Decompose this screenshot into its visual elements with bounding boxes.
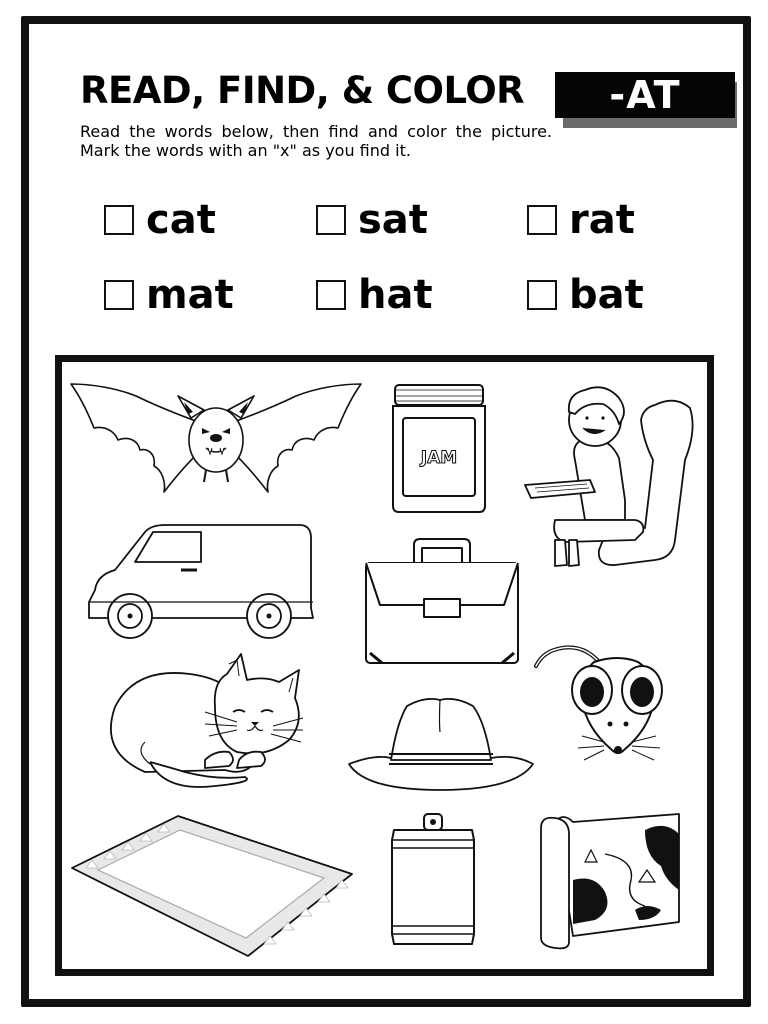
- bat-picture[interactable]: [66, 378, 366, 498]
- word-label: hat: [358, 272, 433, 318]
- word-label: bat: [569, 272, 644, 318]
- hat-picture[interactable]: [345, 692, 535, 794]
- word-item-cat: [104, 197, 216, 243]
- checkbox-cat[interactable]: [104, 205, 134, 235]
- person-sitting-picture[interactable]: [515, 380, 705, 575]
- word-item-sat: [316, 197, 428, 243]
- van-picture[interactable]: [85, 520, 317, 640]
- rat-picture[interactable]: [534, 638, 679, 768]
- checkbox-hat[interactable]: [316, 280, 346, 310]
- word-label: sat: [358, 197, 428, 243]
- worksheet-title: READ, FIND, & COLOR: [80, 69, 525, 112]
- word-item-bat: [527, 272, 644, 318]
- word-label: cat: [146, 197, 216, 243]
- briefcase-picture[interactable]: [362, 535, 522, 667]
- instructions: Read the words below, then find and color the picture. Mark the words with an "x" as you find it.: [80, 122, 552, 160]
- word-label: mat: [146, 272, 234, 318]
- checkbox-rat[interactable]: [527, 205, 557, 235]
- word-item-mat: [104, 272, 234, 318]
- mat-picture[interactable]: [68, 812, 356, 960]
- checkbox-bat[interactable]: [527, 280, 557, 310]
- jam-label: JAM: [420, 448, 458, 468]
- word-item-hat: [316, 272, 433, 318]
- word-label: rat: [569, 197, 635, 243]
- cat-picture[interactable]: [105, 652, 310, 797]
- can-picture[interactable]: [386, 810, 481, 950]
- map-picture[interactable]: [535, 810, 685, 952]
- checkbox-mat[interactable]: [104, 280, 134, 310]
- word-item-rat: [527, 197, 635, 243]
- checkbox-sat[interactable]: [316, 205, 346, 235]
- jam-jar-picture[interactable]: [385, 380, 495, 515]
- word-family-tag: -AT: [555, 72, 735, 118]
